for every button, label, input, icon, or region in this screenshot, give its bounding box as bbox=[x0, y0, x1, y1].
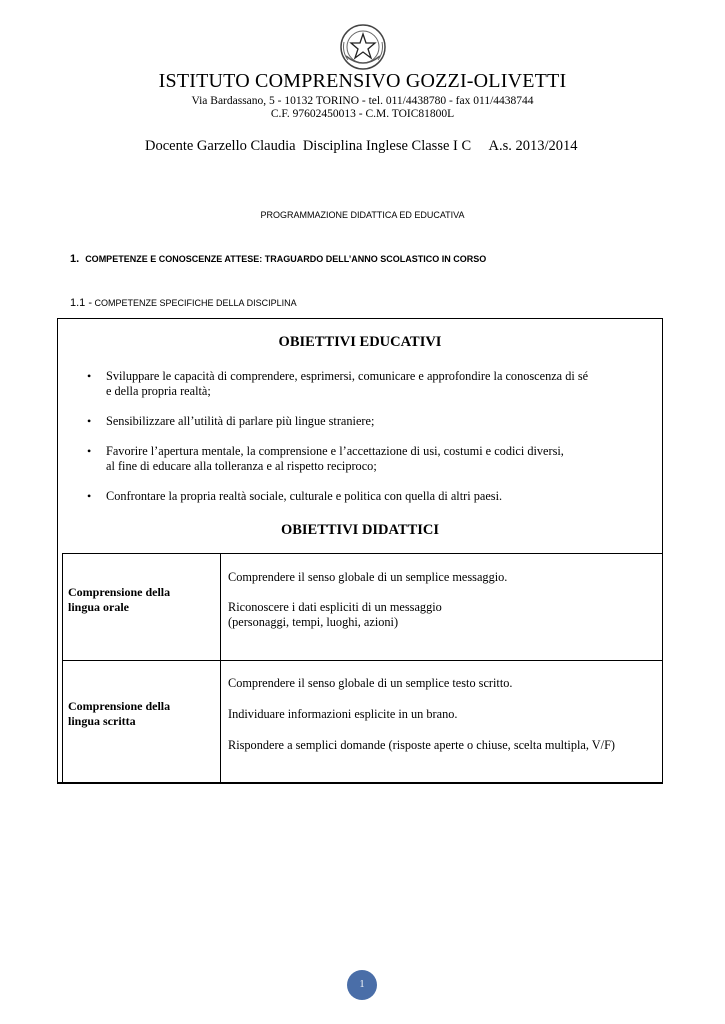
list-item bbox=[84, 444, 644, 474]
table-border bbox=[62, 554, 63, 783]
program-title: PROGRAMMAZIONE DIDATTICA ED EDUCATIVA bbox=[260, 210, 465, 220]
row-written-text-3: Rispondere a semplici domande (risposte aperte o chiuse, scelta multipla, V/F) bbox=[228, 738, 616, 752]
educational-objectives-list bbox=[84, 369, 644, 519]
row-written-text-1: Comprendere il senso globale di un semplice testo scritto. bbox=[228, 676, 513, 690]
section-1-number: 1. bbox=[70, 253, 80, 265]
bullet-icon: • bbox=[87, 444, 92, 458]
row-oral-text-2 bbox=[228, 600, 442, 630]
list-item-line: Favorire l’apertura mentale, la comprensione e l’accettazione di usi, costumi e codici diversi, bbox=[106, 444, 564, 458]
page-number-badge: 1 bbox=[347, 970, 377, 1000]
cell-line: (personaggi, tempi, luoghi, azioni) bbox=[228, 615, 399, 629]
section-1-title: COMPETENZE E CONOSCENZE ATTESE: TRAGUARDO DELL’ANNO SCOLASTICO IN CORSO bbox=[85, 254, 487, 264]
bullet-icon: • bbox=[87, 369, 92, 383]
row-oral-text-1: Comprendere il senso globale di un semplice messaggio. bbox=[228, 570, 508, 584]
teacher-info-line: Docente Garzello Claudia Disciplina Inglese Classe I C A.s. 2013/2014 bbox=[145, 138, 578, 154]
row-label-line: lingua scritta bbox=[68, 714, 136, 728]
educational-objectives-heading: OBIETTIVI EDUCATIVI bbox=[278, 334, 442, 350]
didactic-objectives-heading: OBIETTIVI DIDATTICI bbox=[280, 522, 440, 538]
list-item-line: e della propria realtà; bbox=[106, 384, 211, 398]
list-item bbox=[84, 369, 644, 399]
section-1-1-heading bbox=[70, 297, 297, 309]
section-1-1-title: COMPETENZE SPECIFICHE DELLA DISCIPLINA bbox=[94, 298, 297, 308]
school-name: ISTITUTO COMPRENSIVO GOZZI-OLIVETTI bbox=[158, 70, 567, 92]
list-item-line: Sensibilizzare all’utilità di parlare più lingue straniere; bbox=[106, 414, 375, 428]
list-item bbox=[84, 414, 644, 429]
school-codes: C.F. 97602450013 - C.M. TOIC81800L bbox=[270, 108, 455, 120]
list-item-line: Confrontare la propria realtà sociale, culturale e politica con quella di altri paesi. bbox=[106, 489, 503, 503]
section-1-heading bbox=[70, 253, 486, 265]
row-label-line: Comprensione della bbox=[68, 699, 171, 713]
row-label-line: Comprensione della bbox=[68, 585, 171, 599]
row-written-text-2: Individuare informazioni esplicite in un brano. bbox=[228, 707, 458, 721]
row-label-line: lingua orale bbox=[68, 600, 130, 614]
bullet-icon: • bbox=[87, 489, 92, 503]
bullet-icon: • bbox=[87, 414, 92, 428]
list-item-line: al fine di educare alla tolleranza e al rispetto reciproco; bbox=[106, 459, 377, 473]
objectives-box bbox=[57, 318, 663, 784]
list-item-line: Sviluppare le capacità di comprendere, esprimersi, comunicare e approfondire la conoscenza di sé bbox=[106, 369, 589, 383]
didactic-objectives-table bbox=[62, 553, 662, 783]
section-1-1-number: 1.1 - bbox=[70, 297, 93, 309]
table-divider bbox=[220, 554, 221, 783]
table-row-divider bbox=[62, 660, 662, 661]
row-label-oral bbox=[68, 585, 170, 615]
list-item bbox=[84, 489, 644, 504]
italian-republic-emblem-icon bbox=[338, 22, 388, 72]
school-address: Via Bardassano, 5 - 10132 TORINO - tel. 011/4438780 - fax 011/4438744 bbox=[191, 95, 534, 107]
cell-line: Riconoscere i dati espliciti di un messaggio bbox=[228, 600, 442, 614]
row-label-written bbox=[68, 699, 170, 729]
